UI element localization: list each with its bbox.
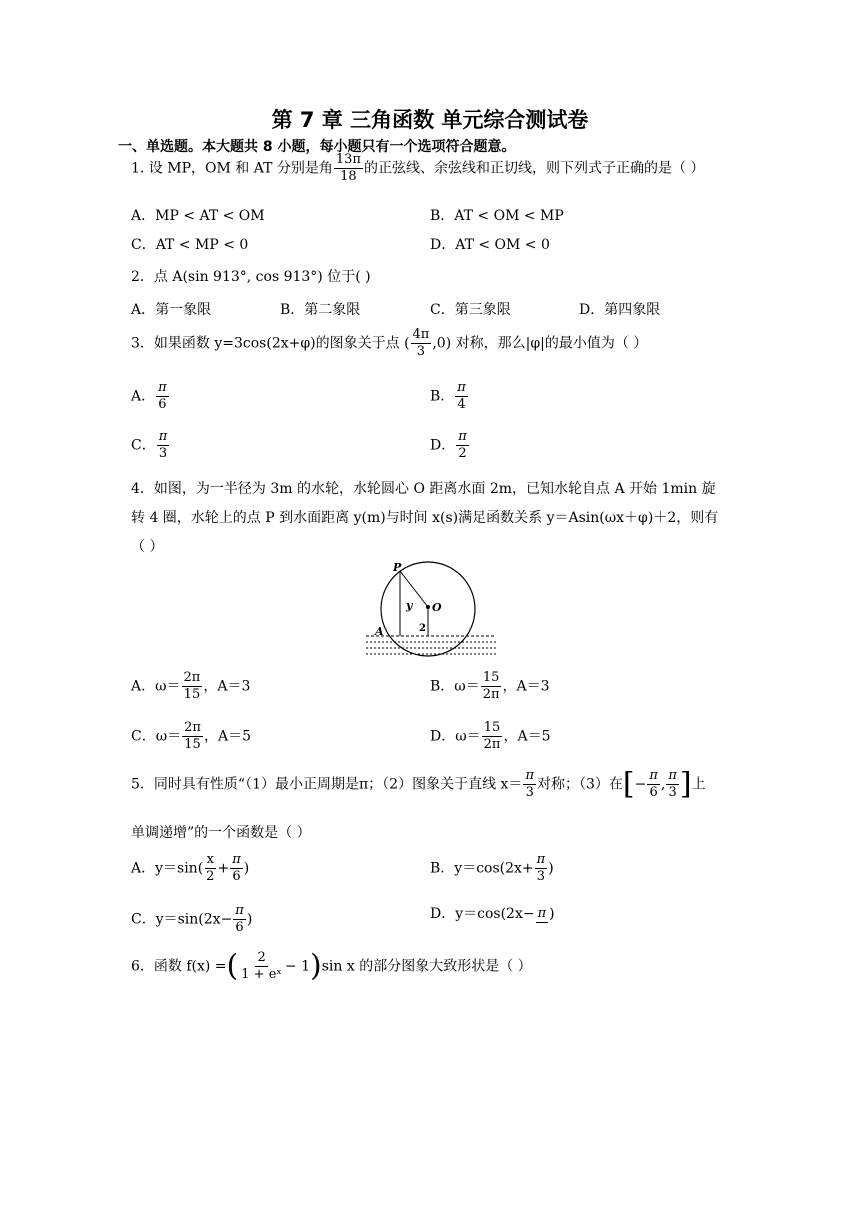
q5-option-c[interactable]: C．y＝sin(2x− $\frac{\pi}{6}$ ) [131,903,253,935]
question-3: 3．如果函数 y=3cos(2x+φ)的图象关于点 ( $\frac{4\pi}{3}$ ,0) 对称，那么|φ|的最小值为（ ） [131,327,648,359]
q2-option-c[interactable]: C．第三象限 [430,302,511,318]
q1-option-b[interactable]: B．AT < OM < MP [430,208,564,224]
q5-option-a[interactable]: A．y＝sin( $\frac{x}{2}$ + $\frac{\pi}{6}$ ) [131,852,250,884]
q4-option-a[interactable]: A．ω＝ $\frac{2\pi}{15}$ ，A＝3 [131,670,251,702]
water-wheel-figure [366,560,496,660]
q1-option-d[interactable]: D．AT < OM < 0 [430,237,550,253]
q1-option-a[interactable]: A．MP < AT < OM [131,208,265,224]
radius-line [400,571,428,607]
q3-option-a[interactable]: A． $\frac{\pi}{6}$ [131,380,167,412]
question-4-line-2: 转 4 圈，水轮上的点 P 到水面距离 y(m)与时间 x(s)满足函数关系 y＝Asin(ωx＋φ)＋2，则有 [131,510,719,526]
q2-option-d[interactable]: D．第四象限 [579,302,661,318]
question-6: 6．函数 f(x) =( $\frac{2}{\text{1 + eˣ}}$ − 1)sin x 的部分图象大致形状是（ ） [131,948,532,984]
question-5-line-1: 5．同时具有性质“（1）最小正周期是π；（2）图象关于直线 x＝ $\frac{\pi}{3}$ 对称；（3）在[− $\frac{\pi}{6}$ , $\frac{\pi}{3}$ ]上 [131,766,706,802]
fraction: $\frac{4\pi}{3}$ [412,327,430,359]
q4-option-c[interactable]: C．ω＝ $\frac{2\pi}{15}$ ，A＝5 [131,720,251,752]
label-2: 2 [419,623,426,634]
q5-option-b[interactable]: B．y＝cos(2x+ $\frac{\pi}{3}$ ) [430,852,554,884]
question-5-line-2: 单调递增”的一个函数是（ ） [131,825,311,841]
section-heading: 一、单选题。本大题共 8 小题，每小题只有一个选项符合题意。 [118,139,516,155]
q1-option-c[interactable]: C．AT < MP < 0 [131,237,249,253]
page-title: 第 7 章 三角函数 单元综合测试卷 [271,108,589,132]
q2-option-b[interactable]: B．第二象限 [280,302,361,318]
q3-option-b[interactable]: B． $\frac{\pi}{4}$ [430,380,466,412]
q4-option-b[interactable]: B．ω＝ $\frac{15}{2\pi}$ ，A＝3 [430,670,550,702]
center-point [426,605,430,609]
question-1: 1. 设 MP，OM 和 AT 分别是角 $\frac{13\pi}{18}$ 的正弦线、余弦线和正切线，则下列式子正确的是（ ） [131,152,705,184]
question-2: 2．点 A(sin 913°, cos 913°) 位于( ) [131,269,371,285]
question-4-line-3: （ ） [131,539,164,555]
fraction: $\frac{13\pi}{18}$ [335,152,361,184]
q5-option-d[interactable]: D．y＝cos(2x− π ) [430,905,555,922]
q2-option-a[interactable]: A．第一象限 [131,302,212,318]
q3-option-d[interactable]: D． $\frac{\pi}{2}$ [430,429,467,461]
q3-option-c[interactable]: C． $\frac{\pi}{3}$ [131,429,168,461]
question-4-line-1: 4．如图，为一半径为 3m 的水轮，水轮圆心 O 距离水面 2m，已知水轮自点 A 开始 1min 旋 [131,481,716,497]
label-a: A [375,625,384,638]
label-p: P [393,561,402,574]
label-o: O [432,601,442,614]
label-y: y [406,599,413,612]
q4-option-d[interactable]: D．ω＝ $\frac{15}{2\pi}$ ，A＝5 [430,720,551,752]
